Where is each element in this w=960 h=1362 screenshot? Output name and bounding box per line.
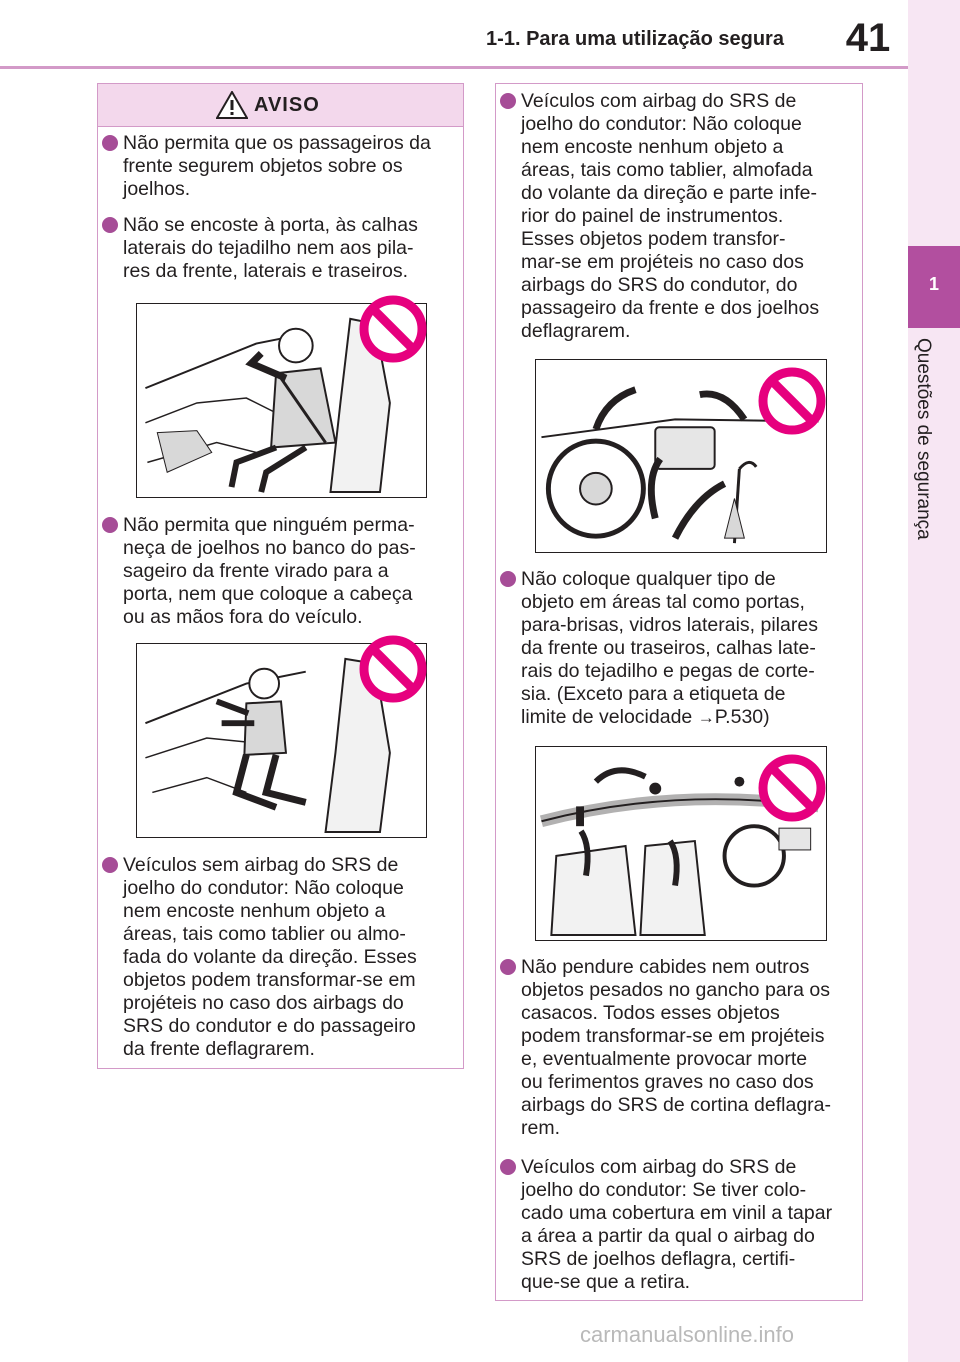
prohibited-icon bbox=[758, 367, 826, 435]
prohibited-icon bbox=[758, 754, 826, 822]
side-tab bbox=[908, 0, 960, 1362]
chapter-number: 1 bbox=[928, 274, 939, 294]
section-title: 1-1. Para uma utilização segura bbox=[486, 28, 784, 50]
bullet-icon bbox=[500, 1159, 516, 1175]
warning-triangle-icon bbox=[216, 91, 248, 119]
warning-text: Veículos com airbag do SRS de joelho do condutor: Se tiver colo- cado uma cobertura em vinil a tapar a área a partir da qual o airbag do SRS de joelhos deflagra, certifi- que-se que a retira. bbox=[521, 1156, 833, 1293]
warning-box-right bbox=[495, 83, 863, 1301]
page-reference[interactable]: P.530) bbox=[714, 706, 770, 728]
warning-text: Não permita que ninguém perma- neça de joelhos no banco do pas- sageiro da frente virado para a porta, nem que coloque a cabeça ou as mãos fora do veículo. bbox=[123, 514, 416, 628]
chapter-label: Questões de segurança bbox=[913, 338, 934, 540]
bullet-icon bbox=[102, 135, 118, 151]
prohibited-icon bbox=[359, 635, 427, 703]
warning-text-body: Não coloque qualquer tipo de objeto em áreas tal como portas, para-brisas, vidros laterais, pilares da frente ou traseiros, calhas late- rais do tejadilho e pegas de corte- sia. (Exceto para a etiqueta de limite de velocidade bbox=[521, 568, 818, 728]
prohibited-icon bbox=[359, 295, 427, 363]
warning-header bbox=[98, 84, 463, 127]
warning-text: Veículos com airbag do SRS de joelho do condutor: Não coloque nem encoste nenhum objeto a áreas, tais como tablier, almofada do volante da direção e parte infe- rior do painel de instrumentos. Esses objetos podem transfor- mar-se em projéteis no caso dos airbags do SRS do condutor, do passageiro da frente e dos joelhos deflagrarem. bbox=[521, 90, 820, 342]
watermark: carmanualsonline.info bbox=[580, 1322, 795, 1347]
warning-text: Não permita que os passageiros da frente segurem objetos sobre os joelhos. bbox=[123, 132, 431, 200]
warning-text: Não se encoste à porta, às calhas laterais do tejadilho nem aos pila- res da frente, laterais e traseiros. bbox=[123, 214, 418, 282]
bullet-icon bbox=[500, 93, 516, 109]
bullet-icon bbox=[102, 857, 118, 873]
bullet-icon bbox=[102, 517, 118, 533]
page-number: 41 bbox=[845, 16, 891, 60]
warning-text: Não pendure cabides nem outros objetos pesados no gancho para os casacos. Todos esses objetos podem transformar-se em projéteis e, eventualmente provocar morte ou ferimentos graves no caso dos airbags do SRS de cortina deflagra- rem. bbox=[521, 956, 832, 1139]
header-rule bbox=[0, 66, 908, 69]
reference-arrow-icon: → bbox=[697, 708, 715, 727]
warning-text: Veículos sem airbag do SRS de joelho do condutor: Não coloque nem encoste nenhum objeto a áreas, tais como tablier ou almo- fada do volante da direção. Esses objetos podem transformar-se em projéteis no caso dos airbags do SRS do condutor e do passageiro da frente deflagrarem. bbox=[123, 854, 417, 1060]
bullet-icon bbox=[500, 571, 516, 587]
bullet-icon bbox=[102, 217, 118, 233]
warning-label: AVISO bbox=[254, 94, 320, 116]
bullet-icon bbox=[500, 959, 516, 975]
warning-text bbox=[521, 568, 856, 729]
warning-box-left bbox=[97, 83, 464, 1069]
